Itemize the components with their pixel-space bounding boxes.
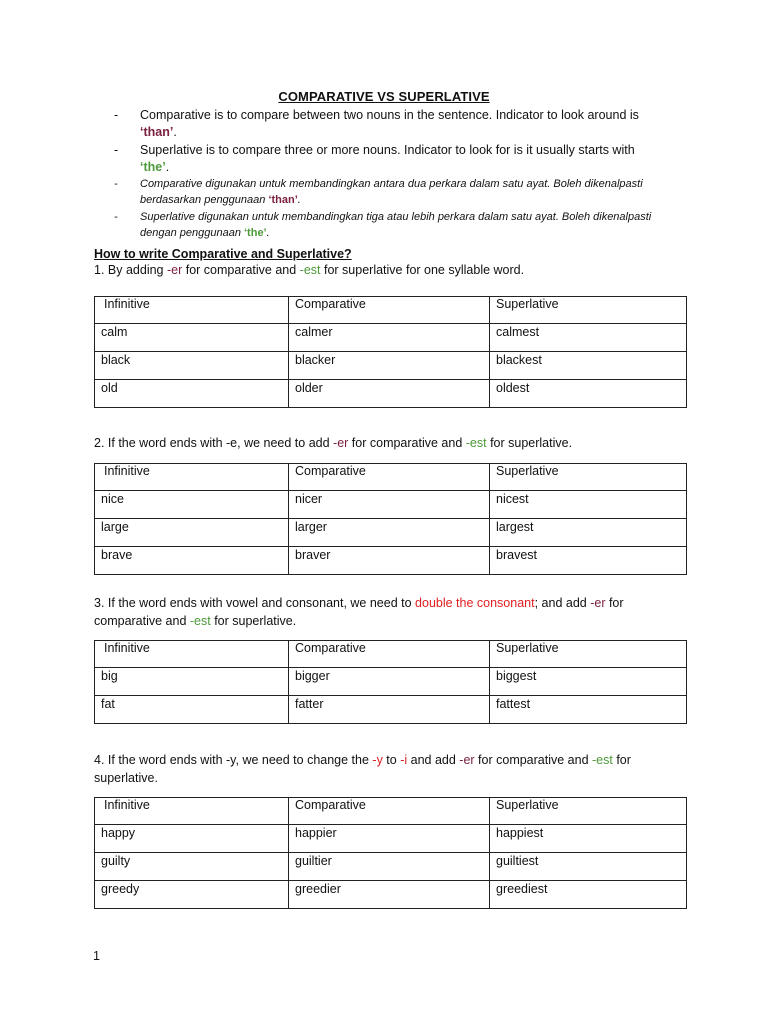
page-title: COMPARATIVE VS SUPERLATIVE: [278, 89, 490, 104]
cell-superlative: happiest: [490, 825, 687, 853]
definition-text: Comparative digunakan untuk membandingkan antara dua perkara dalam satu ayat. Boleh dikenalpasti berdasarkan penggunaan: [140, 178, 643, 206]
cell-comparative: larger: [289, 519, 490, 547]
cell-comparative: older: [289, 380, 490, 408]
table-rule-2: [94, 463, 687, 575]
cell-comparative: greedier: [289, 881, 490, 909]
cell-superlative: largest: [490, 519, 687, 547]
indicator-than: ‘than’: [140, 124, 174, 139]
header-superlative: Superlative: [490, 297, 687, 324]
cell-infinitive: black: [95, 352, 289, 380]
suffix-i: -i: [400, 753, 408, 767]
header-comparative: Comparative: [289, 464, 490, 491]
rule-4: [94, 752, 674, 787]
cell-superlative: nicest: [490, 491, 687, 519]
table-row: [95, 853, 687, 881]
cell-comparative: calmer: [289, 324, 490, 352]
cell-comparative: braver: [289, 547, 490, 575]
rule-text: for comparative and: [94, 596, 624, 628]
definition-text: Comparative is to compare between two nouns in the sentence. Indicator to look around is: [140, 108, 639, 122]
table-row: [95, 324, 687, 352]
emphasis-double-consonant: double the consonant: [415, 596, 535, 610]
definition-superlative: [114, 142, 674, 175]
table-row: [95, 380, 687, 408]
header-superlative: Superlative: [490, 798, 687, 825]
cell-superlative: blackest: [490, 352, 687, 380]
rule-text: 2. If the word ends with -e, we need to add: [94, 436, 334, 450]
table-rule-3: [94, 640, 687, 724]
definition-text: Superlative digunakan untuk membandingkan tiga atau lebih perkara dalam satu ayat. Boleh dikenalpasti dengan penggunaan: [140, 211, 652, 239]
table-rule-1: [94, 296, 687, 408]
rule-text: to: [382, 753, 401, 767]
rule-text: 4. If the word ends with -y, we need to change the: [94, 753, 373, 767]
cell-infinitive: nice: [95, 491, 289, 519]
section-heading: How to write Comparative and Superlative?: [94, 247, 352, 261]
suffix-er: -er: [459, 753, 475, 767]
header-comparative: Comparative: [289, 798, 490, 825]
table-header-row: [95, 464, 687, 491]
header-infinitive: Infinitive: [95, 798, 289, 825]
punctuation: .: [266, 226, 270, 239]
cell-infinitive: calm: [95, 324, 289, 352]
table-header-row: [95, 297, 687, 324]
header-infinitive: Infinitive: [95, 297, 289, 324]
suffix-er: -er: [590, 596, 606, 610]
indicator-the: ‘the’: [244, 226, 267, 239]
cell-comparative: guiltier: [289, 853, 490, 881]
table-header-row: [95, 641, 687, 668]
definition-comparative: [114, 107, 674, 140]
cell-superlative: calmest: [490, 324, 687, 352]
cell-infinitive: happy: [95, 825, 289, 853]
suffix-est: -est: [465, 436, 487, 450]
definition-comparative-malay: [114, 177, 674, 208]
cell-infinitive: big: [95, 668, 289, 696]
page-number: 1: [93, 949, 100, 963]
rule-2: [94, 435, 674, 453]
cell-comparative: nicer: [289, 491, 490, 519]
cell-infinitive: greedy: [95, 881, 289, 909]
suffix-est: -est: [299, 263, 321, 277]
header-comparative: Comparative: [289, 297, 490, 324]
table-row: [95, 491, 687, 519]
definition-superlative-malay: [114, 210, 674, 241]
punctuation: .: [297, 193, 301, 206]
table-row: [95, 519, 687, 547]
punctuation: .: [173, 124, 177, 139]
header-infinitive: Infinitive: [95, 641, 289, 668]
definition-text: Superlative is to compare three or more nouns. Indicator to look for is it usually starts with: [140, 143, 635, 157]
definition-list: [114, 107, 674, 243]
table-row: [95, 352, 687, 380]
bullet-dash: -: [114, 178, 118, 190]
table-row: [95, 547, 687, 575]
indicator-than: ‘than’: [268, 193, 298, 206]
table-rule-4: [94, 797, 687, 909]
table-row: [95, 825, 687, 853]
suffix-y: -y: [372, 753, 383, 767]
rule-1: [94, 262, 674, 280]
bullet-dash: -: [114, 143, 119, 157]
header-superlative: Superlative: [490, 641, 687, 668]
cell-infinitive: fat: [95, 696, 289, 724]
cell-superlative: oldest: [490, 380, 687, 408]
punctuation: .: [165, 159, 170, 174]
suffix-est: -est: [592, 753, 613, 767]
suffix-est: -est: [189, 613, 211, 628]
cell-comparative: happier: [289, 825, 490, 853]
cell-superlative: biggest: [490, 668, 687, 696]
header-infinitive: Infinitive: [95, 464, 289, 491]
header-superlative: Superlative: [490, 464, 687, 491]
table-header-row: [95, 798, 687, 825]
cell-superlative: greediest: [490, 881, 687, 909]
rule-text: for superlative.: [94, 753, 631, 785]
cell-infinitive: guilty: [95, 853, 289, 881]
bullet-dash: -: [114, 211, 118, 223]
bullet-dash: -: [114, 108, 119, 122]
suffix-er: -er: [166, 263, 183, 277]
suffix-er: -er: [333, 436, 349, 450]
rule-3: [94, 595, 674, 630]
rule-text: and add: [407, 753, 460, 767]
rule-text: for comparative and: [348, 436, 466, 450]
indicator-the: ‘the’: [140, 159, 166, 174]
table-row: [95, 881, 687, 909]
rule-text: ; and add: [534, 596, 591, 610]
rule-text: for superlative.: [210, 613, 297, 628]
cell-comparative: fatter: [289, 696, 490, 724]
rule-text: 3. If the word ends with vowel and consonant, we need to: [94, 596, 416, 610]
cell-superlative: bravest: [490, 547, 687, 575]
table-row: [95, 668, 687, 696]
header-comparative: Comparative: [289, 641, 490, 668]
rule-text: for comparative and: [474, 753, 592, 767]
rule-text: 1. By adding: [94, 263, 167, 277]
rule-text: for superlative.: [486, 436, 573, 450]
cell-infinitive: brave: [95, 547, 289, 575]
rule-text: for comparative and: [182, 263, 300, 277]
table-row: [95, 696, 687, 724]
cell-comparative: blacker: [289, 352, 490, 380]
cell-comparative: bigger: [289, 668, 490, 696]
cell-superlative: fattest: [490, 696, 687, 724]
cell-superlative: guiltiest: [490, 853, 687, 881]
rule-text: for superlative for one syllable word.: [320, 263, 525, 277]
cell-infinitive: large: [95, 519, 289, 547]
cell-infinitive: old: [95, 380, 289, 408]
